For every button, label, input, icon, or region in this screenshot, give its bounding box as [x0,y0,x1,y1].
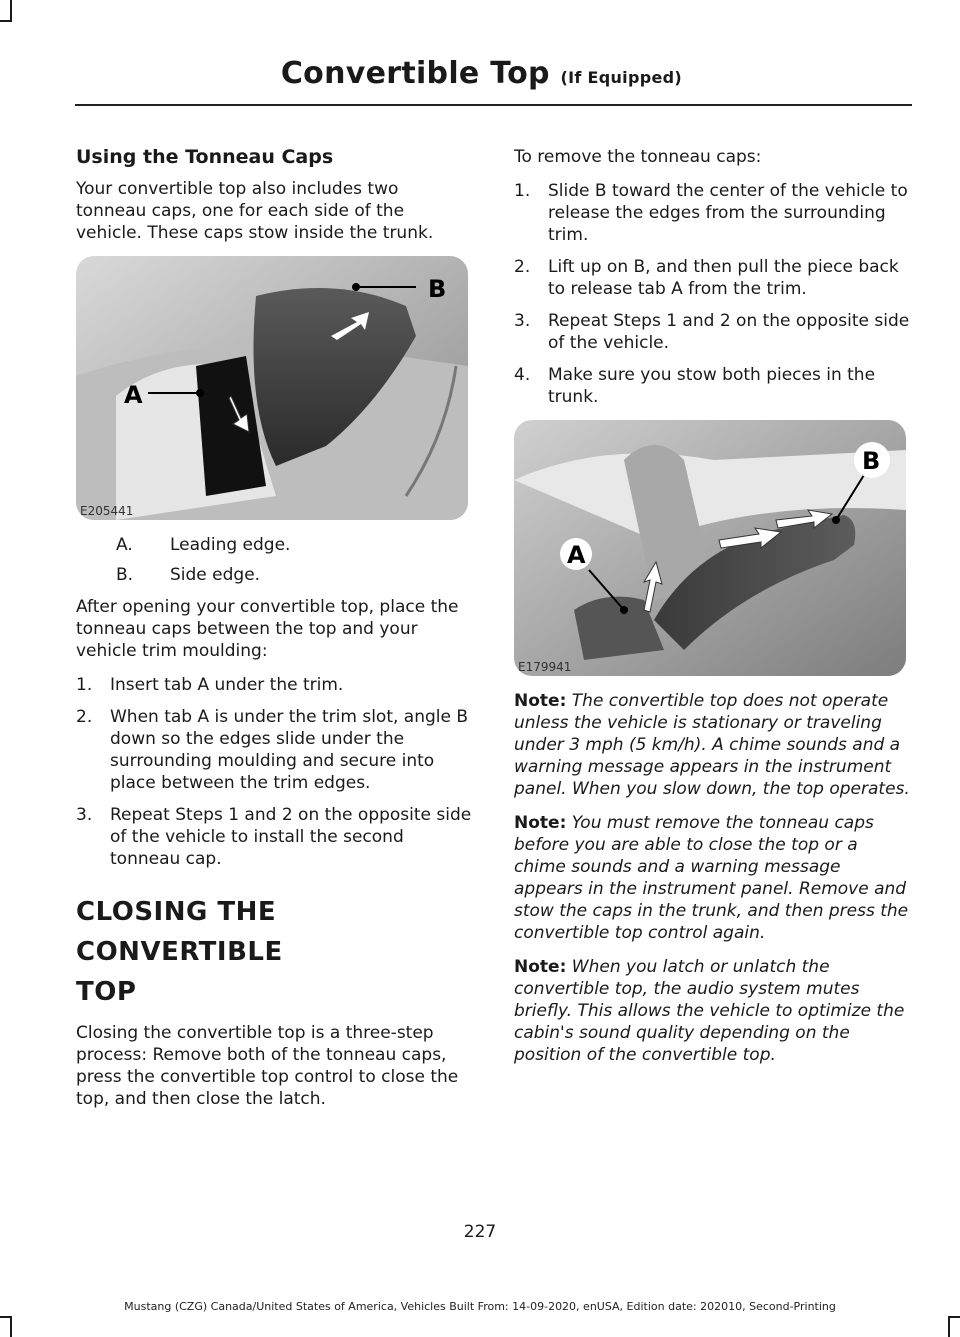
note-label: Note: [514,691,567,711]
header-rule [75,104,912,106]
section-title-line-1: CLOSING THE CONVERTIBLE [76,897,283,967]
install-steps [76,674,474,870]
figure-tonneau-remove [514,420,906,676]
note-label: Note: [514,957,567,977]
footer-text: Mustang (CZG) Canada/United States of America, Vehicles Built From: 14-09-2020, enUSA, Edition date: 202010, Second-Printing [124,1300,836,1313]
left-column [76,146,474,1122]
crop-mark [948,1316,950,1337]
callout-b: B [862,447,881,475]
note [514,690,912,800]
note [514,956,912,1066]
step-number: 1. [514,181,531,201]
figure-tonneau-install [76,256,468,520]
legend-item [76,564,474,586]
figure-id: E179941 [518,660,572,674]
section-title-line-2: TOP [76,977,137,1007]
legend-key: B. [116,565,134,585]
list-item [514,180,912,246]
legend-text: Side edge. [170,565,261,585]
list-item [76,706,474,794]
page-number: 227 [463,1222,497,1242]
step-number: 3. [514,311,531,331]
section-title [76,892,474,1012]
step-number: 3. [76,805,93,825]
callout-b: B [428,275,447,303]
legend-item [76,534,474,556]
list-item [76,804,474,870]
crop-mark [0,20,12,22]
step-text: When tab A is under the trim slot, angle B down so the edges slide under the surrounding moulding and secure into place between the trim edges. [110,707,469,793]
section-heading: Using the Tonneau Caps [76,146,334,168]
tonneau-install-illustration [76,256,468,520]
crop-mark [10,1316,12,1337]
figure-legend [76,534,474,586]
step-number: 4. [514,365,531,385]
list-item [76,674,474,696]
crop-mark [10,0,12,22]
step-number: 2. [514,257,531,277]
list-item [514,310,912,354]
note-text: The convertible top does not operate unless the vehicle is stationary or traveling under 3 mph (5 km/h). A chime sounds and a warning message appears in the instrument panel. When you slow down, the top operates. [514,691,910,799]
step-text: Repeat Steps 1 and 2 on the opposite side of the vehicle to install the second tonneau cap. [110,805,472,869]
step-text: Slide B toward the center of the vehicle to release the edges from the surrounding trim. [548,181,908,245]
step-number: 2. [76,707,93,727]
list-item [514,364,912,408]
list-item [514,256,912,300]
note-text: When you latch or unlatch the convertible top, the audio system mutes briefly. This allows the vehicle to optimize the cabin's sound quality depending on the position of the convertible top. [514,957,905,1065]
note-label: Note: [514,813,567,833]
chapter-subtitle: (If Equipped) [560,68,682,87]
figure-id: E205441 [80,504,134,518]
step-text: Insert tab A under the trim. [110,675,344,695]
tonneau-remove-illustration [514,420,906,676]
callout-a: A [124,381,143,409]
chapter-title: Convertible Top [280,56,550,91]
legend-text: Leading edge. [170,535,291,555]
crop-mark [0,1316,12,1318]
step-text: Make sure you stow both pieces in the trunk. [548,365,876,407]
remove-steps [514,180,912,408]
install-intro: After opening your convertible top, place the tonneau caps between the top and your vehicle trim moulding: [76,597,459,661]
step-text: Lift up on B, and then pull the piece back to release tab A from the trim. [548,257,899,299]
closing-paragraph: Closing the convertible top is a three-step process: Remove both of the tonneau caps, press the convertible top control to close the top, and then close the latch. [76,1023,459,1109]
note [514,812,912,944]
page-title [281,56,682,91]
remove-heading: To remove the tonneau caps: [514,147,762,167]
step-number: 1. [76,675,93,695]
callout-a: A [567,541,586,569]
intro-paragraph: Your convertible top also includes two tonneau caps, one for each side of the vehicle. These caps stow inside the trunk. [76,179,434,243]
step-text: Repeat Steps 1 and 2 on the opposite side of the vehicle. [548,311,910,353]
right-column [514,146,912,1078]
legend-key: A. [116,535,133,555]
note-text: You must remove the tonneau caps before you are able to close the top or a chime sounds and a warning message appears in the instrument panel. Remove and stow the caps in the trunk, and then press the convertible top control again. [514,813,909,943]
